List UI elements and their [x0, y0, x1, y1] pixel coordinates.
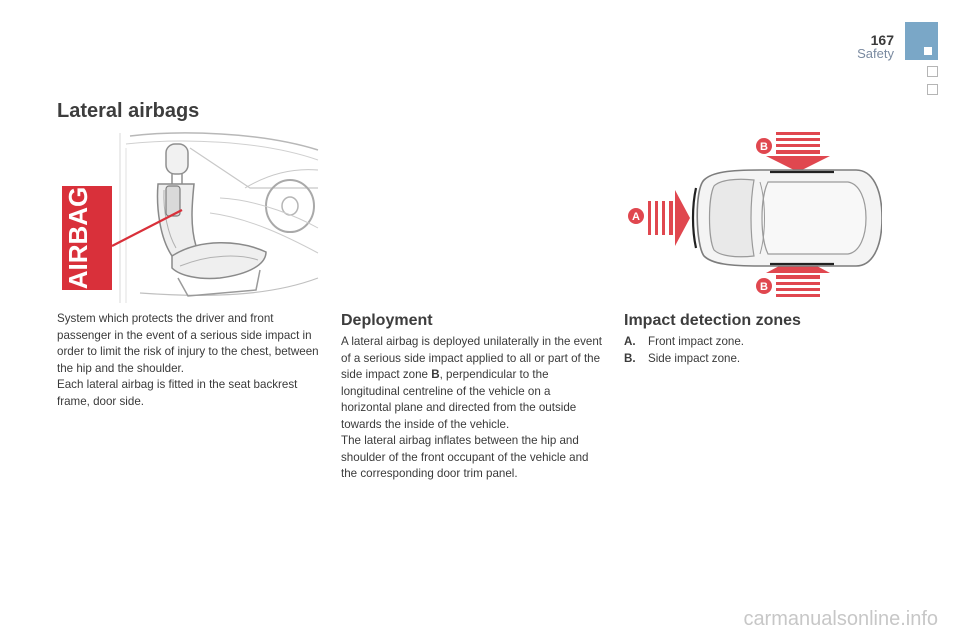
section-name: Safety	[857, 46, 894, 61]
zone-letter: A.	[624, 335, 636, 348]
airbag-label: AIRBAG	[63, 186, 93, 290]
intro-paragraph-2: Each lateral airbag is fitted in the seat backrest frame, door side.	[57, 378, 298, 408]
main-title: Lateral airbags	[57, 100, 200, 122]
deployment-p1-after: , perpendicular to the longitudinal centreline of the vehicle on a horizontal plane and directed from the outside towards the inside of the vehicle.	[341, 368, 577, 431]
watermark: carmanualsonline.info	[743, 608, 938, 630]
deployment-title: Deployment	[341, 312, 433, 329]
section-tab[interactable]	[905, 22, 938, 60]
zone-a-label: A	[632, 211, 640, 223]
impact-zone-diagram	[620, 128, 882, 303]
zone-description: Side impact zone.	[648, 351, 741, 365]
deployment-p1-before: A lateral airbag is deployed unilaterally in the event of a serious side impact applied to all or part of the side impact zone	[341, 335, 603, 381]
deployment-text	[341, 334, 603, 483]
tab-box-2[interactable]	[927, 84, 938, 95]
zone-letter: B.	[624, 351, 636, 365]
tab-marker	[924, 47, 932, 55]
list-item	[624, 351, 744, 368]
zone-b-bottom-label: B	[760, 281, 768, 293]
zone-b-top-label: B	[760, 141, 768, 153]
page-number: 167	[870, 32, 894, 48]
car-top-view	[693, 170, 882, 266]
intro-paragraph-1: System which protects the driver and front passenger in the event of a serious side impact in order to limit the risk of injury to the chest, between the hip and the shoulder.	[57, 312, 319, 375]
deployment-paragraph-2: The lateral airbag inflates between the hip and shoulder of the front occupant of the vehicle and the corresponding door trim panel.	[341, 434, 589, 480]
impact-zone-list	[624, 334, 744, 367]
tab-box-1[interactable]	[927, 66, 938, 77]
deployment-zone-ref: B	[431, 368, 440, 381]
list-item	[624, 334, 744, 351]
seat-airbag-illustration	[60, 128, 320, 303]
side-impact-arrow-top	[766, 132, 830, 172]
front-impact-arrow	[648, 190, 690, 246]
deployment-paragraph-1	[341, 334, 603, 433]
zone-description: Front impact zone.	[648, 335, 745, 348]
impact-title: Impact detection zones	[624, 312, 801, 329]
intro-text	[57, 311, 319, 410]
